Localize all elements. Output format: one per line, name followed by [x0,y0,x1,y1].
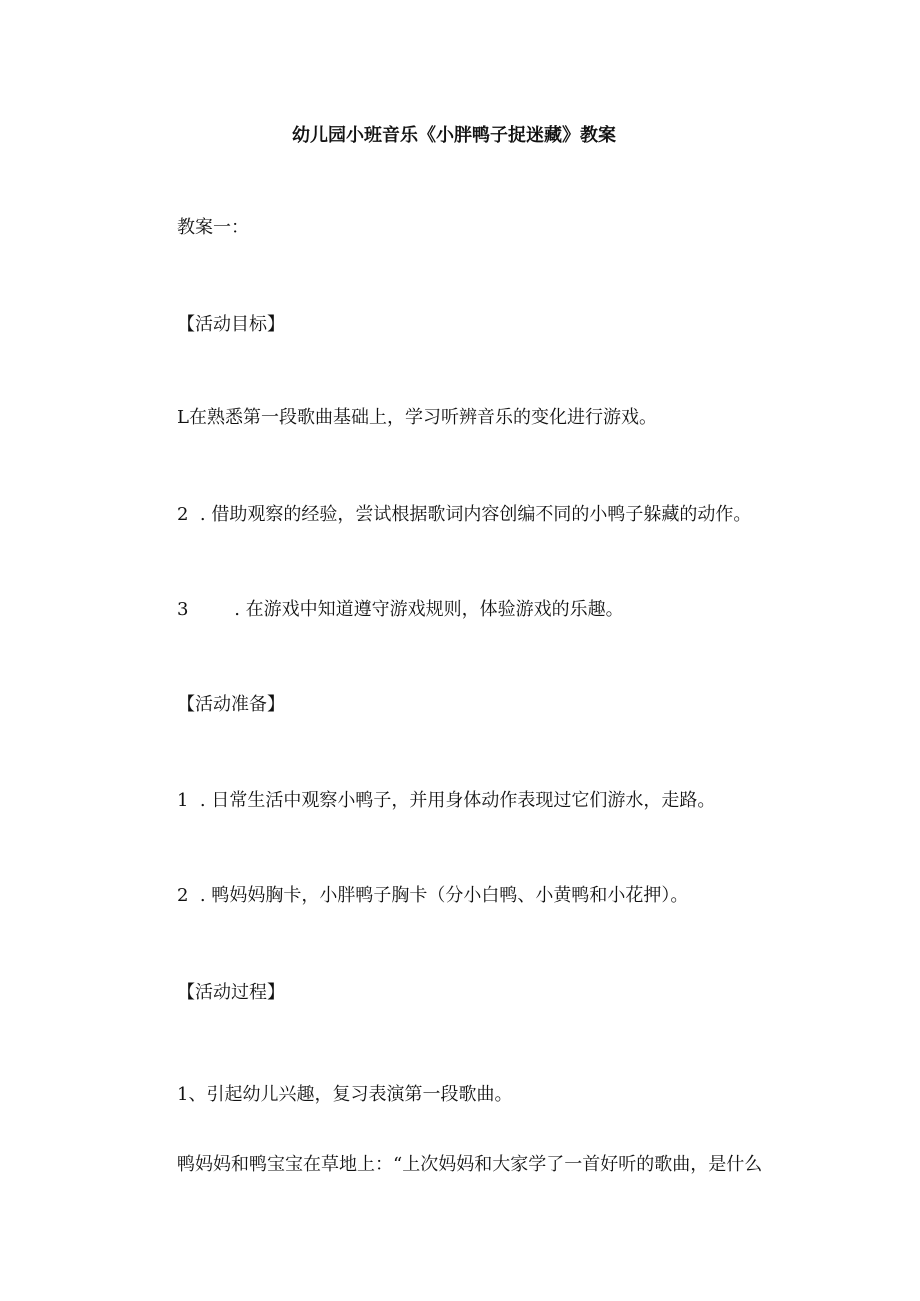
process-paragraph: 鸭妈妈和鸭宝宝在草地上：“上次妈妈和大家学了一首好听的歌曲，是什么 [177,1154,763,1175]
preparation-item-2: 2 . 鸭妈妈胸卡，小胖鸭子胸卡（分小白鸭、小黄鸭和小花押）。 [177,885,689,906]
goal-item-3: 3 . 在游戏中知道遵守游戏规则，体验游戏的乐趣。 [177,599,624,620]
section-heading-process: 【活动过程】 [177,982,285,1003]
process-item-1: 1、引起幼儿兴趣，复习表演第一段歌曲。 [177,1084,513,1105]
document-title: 幼儿园小班音乐《小胖鸭子捉迷藏》教案 [292,125,616,146]
goal-item-1: L在熟悉第一段歌曲基础上，学习听辨音乐的变化进行游戏。 [177,407,657,428]
plan-label: 教案一： [177,217,249,238]
section-heading-preparation: 【活动准备】 [177,694,285,715]
section-heading-goals: 【活动目标】 [177,314,285,335]
preparation-item-1: 1 . 日常生活中观察小鸭子，并用身体动作表现过它们游水，走路。 [177,790,716,811]
goal-item-2: 2 . 借助观察的经验，尝试根据歌词内容创编不同的小鸭子躲藏的动作。 [177,504,752,525]
